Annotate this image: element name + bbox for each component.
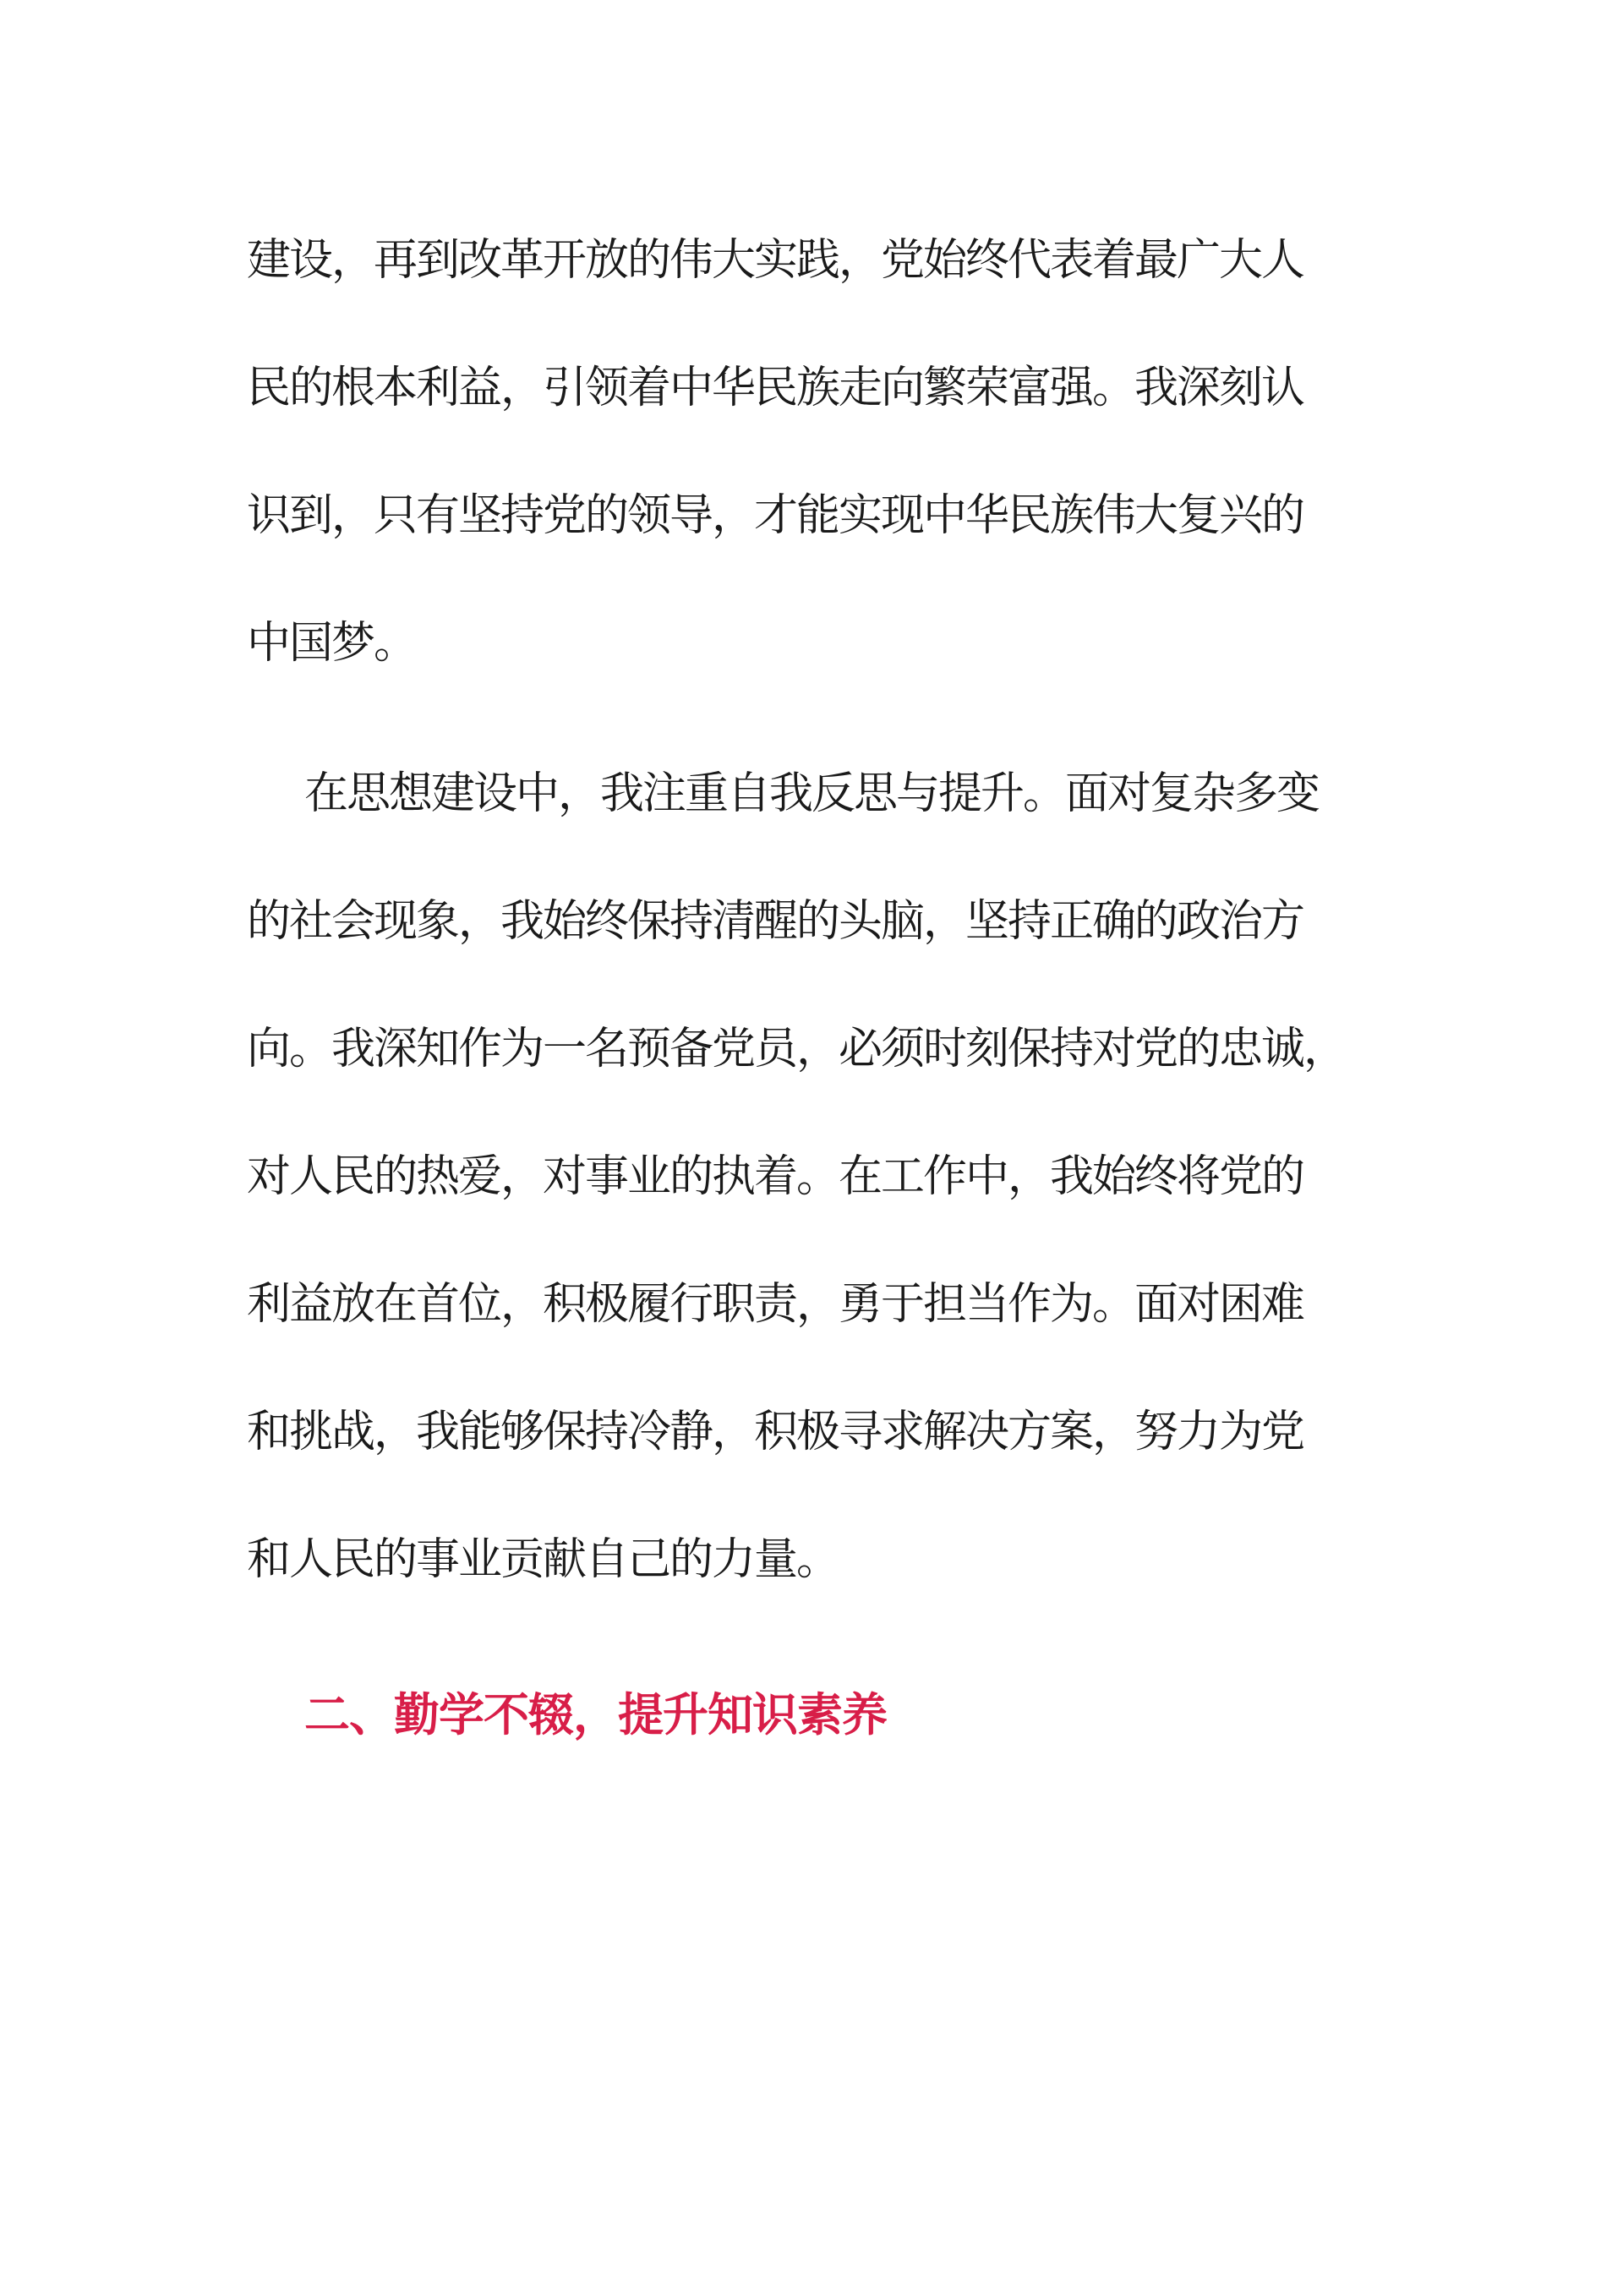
section-heading: 二、勤学不辍，提升知识素养 <box>304 1688 887 1741</box>
paragraph2-line-5: 利益放在首位，积极履行职责，勇于担当作为。面对困难 <box>247 1279 1304 1330</box>
paragraph2-line-7: 和人民的事业贡献自己的力量。 <box>247 1534 839 1585</box>
paragraph1-line-3: 识到，只有坚持党的领导，才能实现中华民族伟大复兴的 <box>247 490 1304 541</box>
paragraph1-line-2: 民的根本利益，引领着中华民族走向繁荣富强。我深刻认 <box>247 363 1304 413</box>
paragraph2-line-3: 向。我深知作为一名预备党员，必须时刻保持对党的忠诚， <box>247 1024 1347 1074</box>
paragraph2-line-1: 在思想建设中，我注重自我反思与提升。面对复杂多变 <box>304 768 1320 819</box>
paragraph2-line-6: 和挑战，我能够保持冷静，积极寻求解决方案，努力为党 <box>247 1407 1304 1457</box>
paragraph1-line-4: 中国梦。 <box>247 618 417 669</box>
paragraph2-line-4: 对人民的热爱，对事业的执着。在工作中，我始终将党的 <box>247 1151 1304 1202</box>
paragraph1-line-1: 建设，再到改革开放的伟大实践，党始终代表着最广大人 <box>247 235 1304 286</box>
paragraph2-line-2: 的社会现象，我始终保持清醒的头脑，坚持正确的政治方 <box>247 896 1304 947</box>
